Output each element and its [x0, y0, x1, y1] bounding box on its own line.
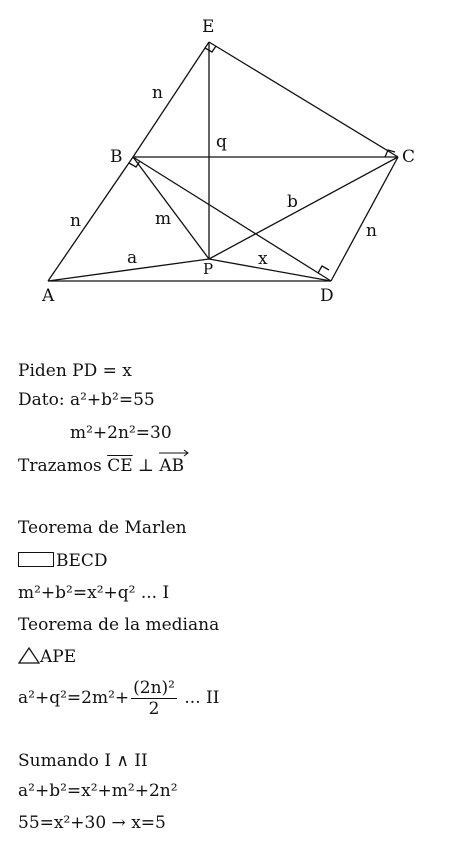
point-P-label: P — [203, 260, 214, 278]
vector-AB-text: AB — [159, 456, 185, 476]
point-B-label: B — [110, 147, 123, 167]
point-C-label: C — [402, 147, 416, 167]
triangle-line — [18, 646, 76, 668]
given-line — [18, 360, 132, 382]
vector-arrow-icon — [159, 449, 189, 457]
segment-label-b: b — [287, 192, 298, 212]
eq2-right: ... II — [179, 688, 220, 708]
fraction — [131, 678, 177, 719]
equation-II — [18, 676, 219, 720]
dato-label: Dato: — [18, 390, 70, 410]
rectangle-icon — [18, 552, 54, 567]
right-angle-C — [385, 150, 395, 157]
quadrilateral-line — [18, 550, 108, 572]
trazamos-line — [18, 455, 184, 477]
geometry-figure — [0, 0, 470, 330]
fraction-denominator: 2 — [148, 699, 160, 719]
quadrilateral-label: BECD — [56, 551, 108, 571]
segment-AB — [48, 157, 133, 281]
sum-label: Sumando I ∧ II — [18, 751, 148, 771]
segment-label-a: a — [127, 248, 138, 268]
theorem-mediana: Teorema de la mediana — [18, 615, 220, 635]
segment-BP — [133, 157, 209, 259]
segment-CE: $\overline{CE}$ — [107, 456, 133, 476]
segment-label-m: m — [155, 209, 172, 229]
trazamos-prefix: Trazamos — [18, 456, 108, 476]
point-D-label: D — [320, 286, 334, 306]
segment-label-q: q — [216, 132, 227, 152]
triangle-label: APE — [40, 647, 77, 667]
given-prefix: Piden PD = — [18, 361, 123, 381]
segment-label-n-right: n — [366, 221, 377, 241]
eq2-left: a²+q²=2m²+ — [18, 688, 130, 708]
right-angle-B — [129, 161, 140, 167]
perp-symbol: ⊥ — [132, 456, 160, 476]
segment-BE — [133, 42, 209, 157]
given-var: x — [122, 361, 132, 381]
vector-AB — [159, 455, 184, 477]
final-equation: 55=x²+30 → x=5 — [18, 813, 166, 833]
sum-equation: a²+b²=x²+m²+2n² — [18, 781, 178, 801]
point-E-label: E — [202, 17, 215, 37]
segment-EC — [209, 42, 398, 157]
theorem-marlen: Teorema de Marlen — [18, 518, 187, 538]
dato-line — [18, 389, 155, 411]
right-angle-E — [205, 46, 216, 52]
segment-label-n-left: n — [70, 211, 81, 231]
segment-PC — [209, 157, 398, 259]
fraction-numerator: (2n)² — [133, 678, 175, 698]
equation-I: m²+b²=x²+q² ... I — [18, 583, 170, 603]
dato-eq1: a²+b²=55 — [69, 390, 155, 410]
segment-label-x: x — [258, 249, 268, 269]
segment-label-n-top: n — [152, 83, 163, 103]
point-A-label: A — [42, 286, 55, 306]
dato-eq2: m²+2n²=30 — [70, 423, 172, 443]
right-angle-D — [318, 266, 329, 273]
triangle-icon — [18, 646, 40, 664]
